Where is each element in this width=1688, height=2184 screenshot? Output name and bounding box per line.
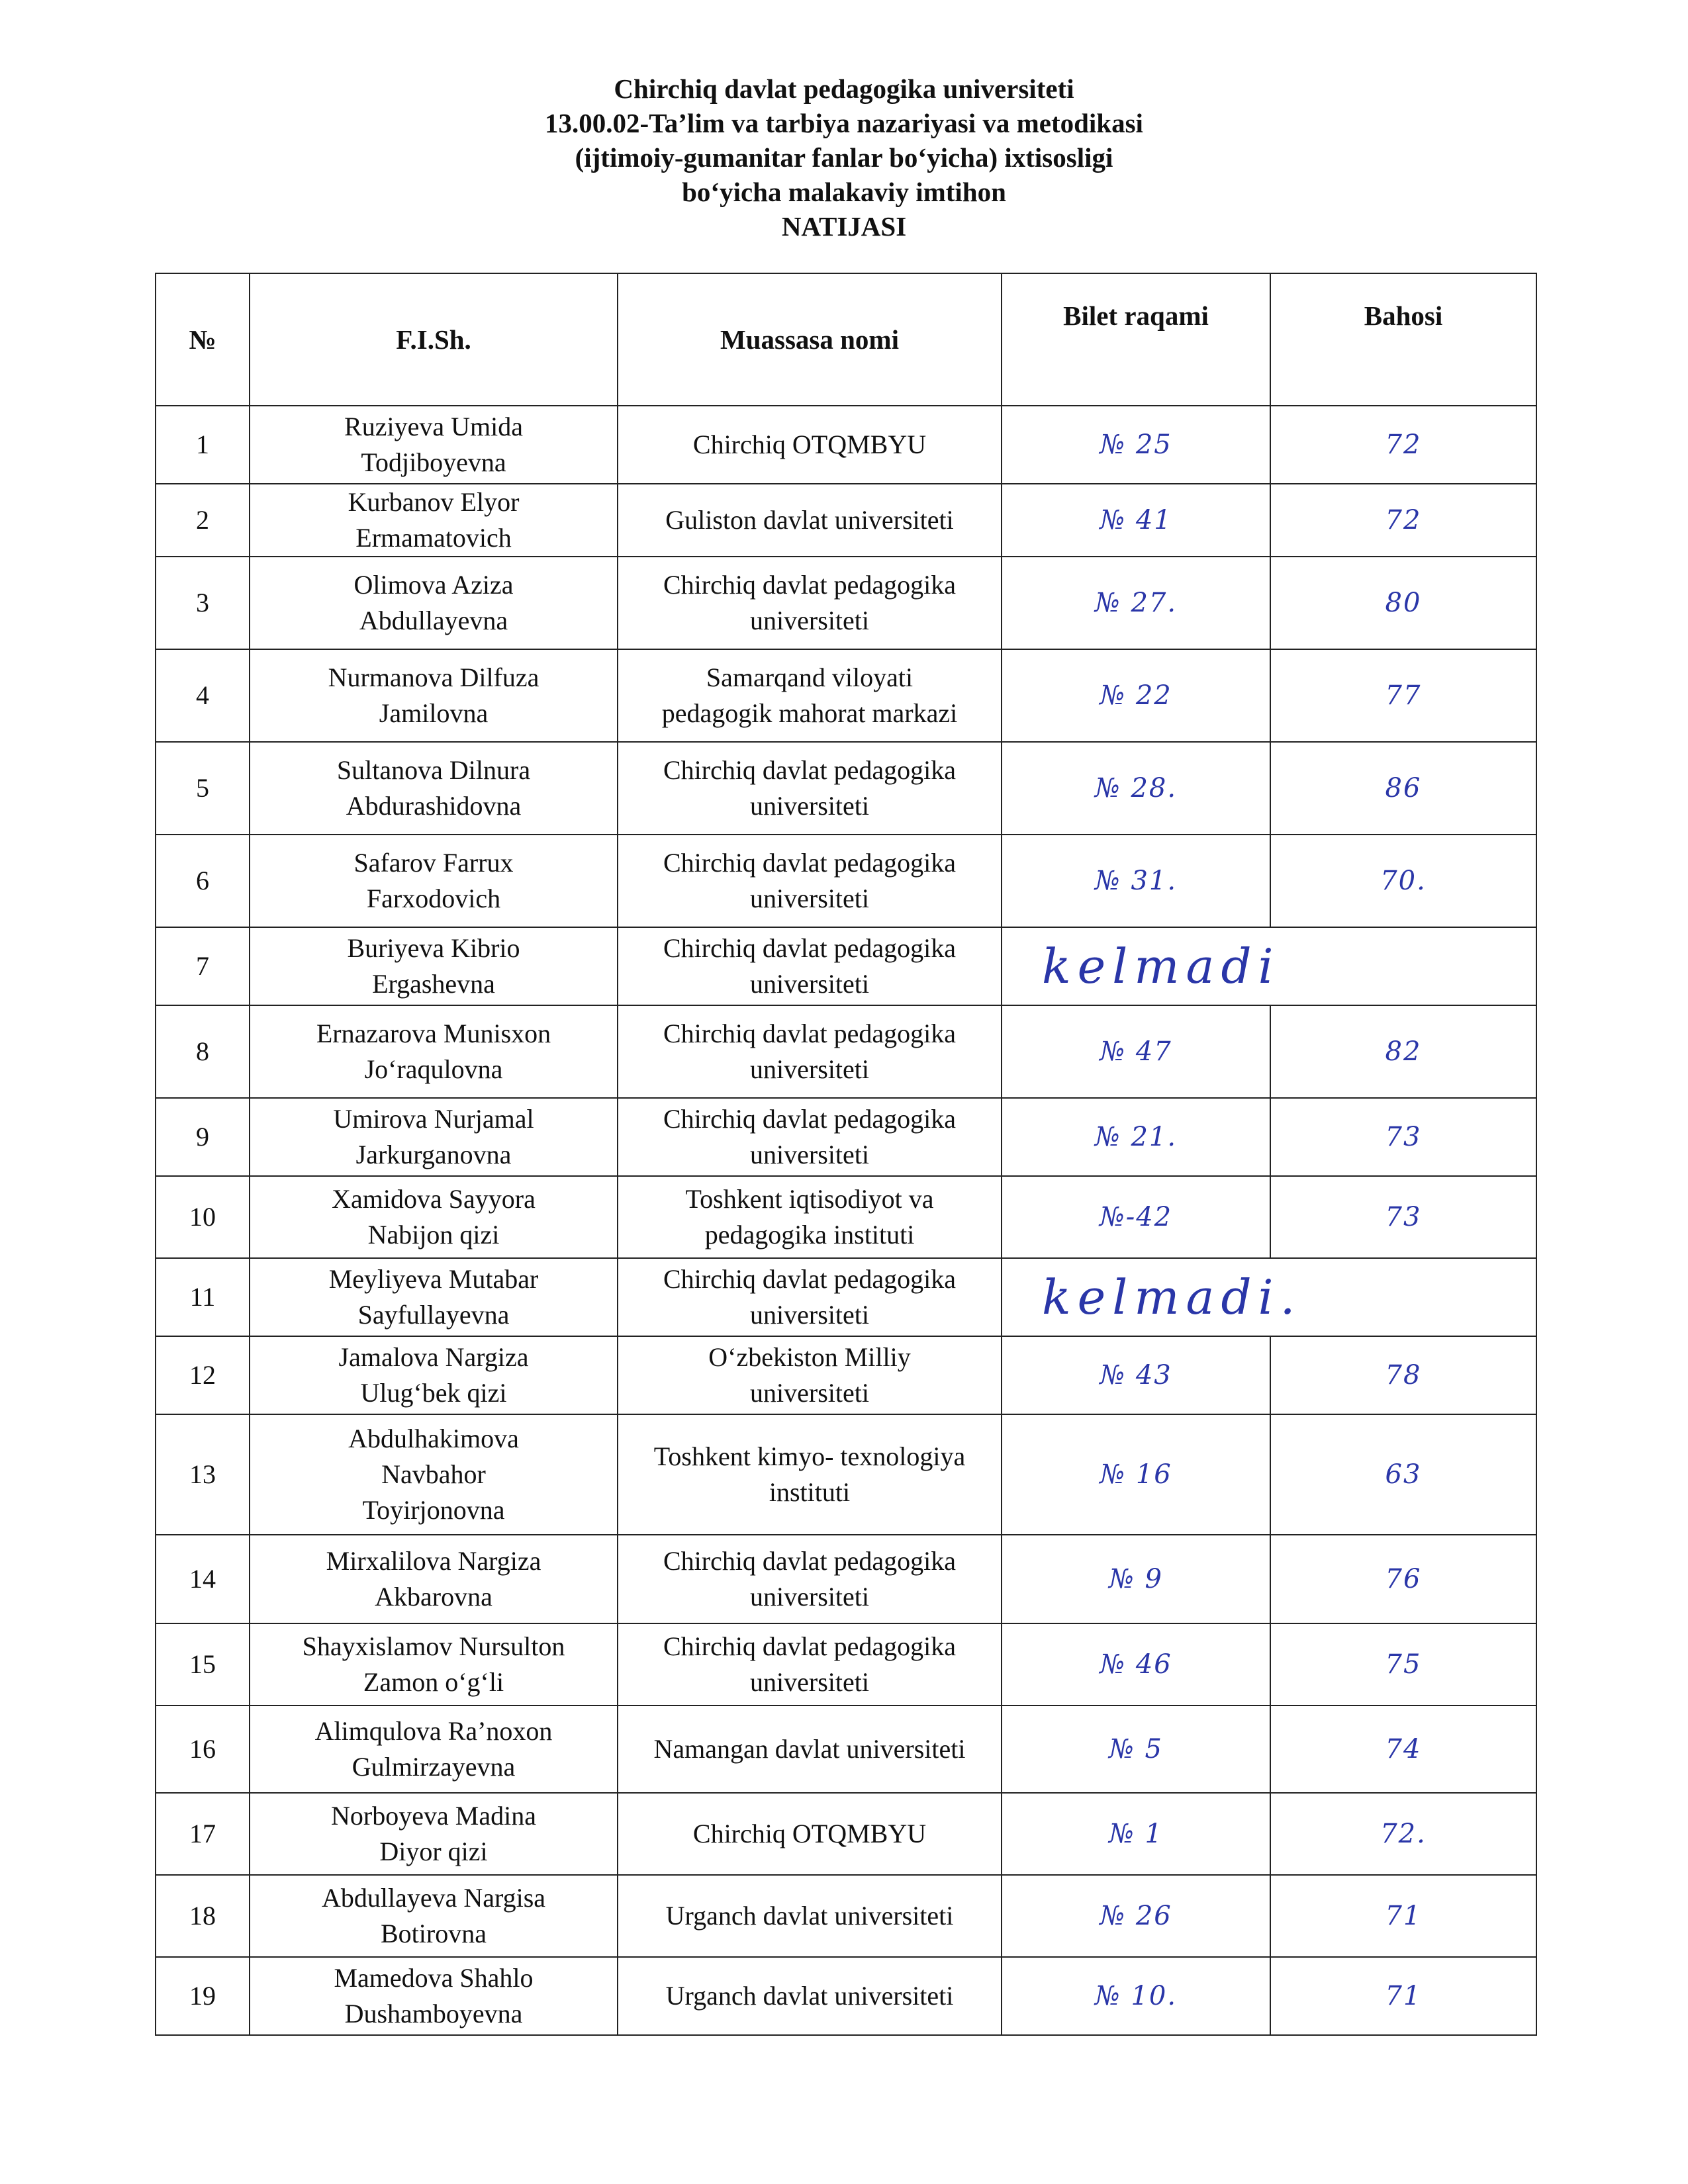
- row-number-text: 11: [189, 1282, 216, 1312]
- row-number-text: 5: [196, 773, 209, 803]
- row-number-text: 13: [189, 1459, 216, 1489]
- grade-handwritten: 73: [1385, 1202, 1422, 1232]
- student-name-line: Jamilovna: [379, 698, 489, 728]
- institution-line: universiteti: [750, 606, 869, 635]
- ticket-handwritten: № 1: [1108, 1819, 1163, 1849]
- student-name: [250, 406, 618, 484]
- institution-name: [618, 1098, 1002, 1176]
- student-name-line: Ulug‘bek qizi: [360, 1378, 507, 1408]
- table-row: [156, 406, 1536, 484]
- row-number: [156, 1793, 250, 1875]
- ticket-handwritten: № 31.: [1094, 866, 1178, 896]
- institution-line: O‘zbekiston Milliy: [708, 1342, 911, 1372]
- col-header-institution: Muassasa nomi: [618, 273, 1002, 406]
- student-name-line: Buriyeva Kibrio: [347, 933, 520, 963]
- table-row: [156, 1875, 1536, 1957]
- institution-name: [618, 835, 1002, 927]
- ticket-number: [1002, 1336, 1270, 1414]
- institution-line: Urganch davlat universiteti: [665, 1981, 954, 2011]
- student-name: [250, 1414, 618, 1535]
- table-row: [156, 484, 1536, 557]
- col-header-number: №: [156, 273, 250, 406]
- student-name-line: Mamedova Shahlo: [334, 1963, 534, 1993]
- ticket-handwritten: kelmadi.: [1042, 1269, 1302, 1325]
- institution-name: [618, 406, 1002, 484]
- grade: [1270, 1336, 1536, 1414]
- student-name-line: Akbarovna: [375, 1582, 492, 1612]
- student-name-line: Gulmirzayevna: [352, 1752, 516, 1782]
- header-line-5: NATIJASI: [781, 211, 907, 242]
- institution-name: [618, 1258, 1002, 1336]
- institution-line: universiteti: [750, 1300, 869, 1330]
- ticket-number: [1002, 1258, 1536, 1336]
- institution-name: [618, 1793, 1002, 1875]
- grade: [1270, 1098, 1536, 1176]
- row-number-text: 16: [189, 1734, 216, 1764]
- student-name: [250, 484, 618, 557]
- ticket-number: [1002, 649, 1270, 742]
- student-name-line: Abdulhakimova: [348, 1424, 519, 1453]
- header-line-3: (ijtimoiy-gumanitar fanlar bo‘yicha) ixtisosligi: [575, 142, 1113, 173]
- row-number-text: 3: [196, 588, 209, 617]
- student-name-line: Abdullayevna: [359, 606, 508, 635]
- institution-line: Toshkent kimyo- texnologiya: [653, 1441, 966, 1471]
- ticket-handwritten: № 41: [1100, 505, 1172, 535]
- table-row: [156, 742, 1536, 835]
- institution-name: [618, 1336, 1002, 1414]
- student-name: [250, 1535, 618, 1623]
- student-name-line: Zamon o‘g‘li: [363, 1667, 504, 1697]
- institution-line: Chirchiq OTQMBYU: [692, 1819, 927, 1848]
- grade: [1270, 1706, 1536, 1793]
- row-number: [156, 742, 250, 835]
- grade: [1270, 484, 1536, 557]
- student-name-line: Jo‘raqulovna: [364, 1054, 503, 1084]
- student-name-line: Nabijon qizi: [367, 1220, 500, 1250]
- ticket-number: [1002, 1098, 1270, 1176]
- row-number-text: 2: [196, 505, 209, 535]
- institution-line: Chirchiq davlat pedagogika: [663, 1104, 957, 1134]
- ticket-number: [1002, 1176, 1270, 1258]
- student-name-line: Olimova Aziza: [353, 570, 514, 600]
- institution-name: [618, 557, 1002, 649]
- ticket-number: [1002, 557, 1270, 649]
- institution-line: Chirchiq davlat pedagogika: [663, 755, 957, 785]
- row-number: [156, 406, 250, 484]
- student-name-line: Diyor qizi: [379, 1837, 488, 1866]
- grade: [1270, 1623, 1536, 1706]
- institution-line: universiteti: [750, 1378, 869, 1408]
- grade: [1270, 406, 1536, 484]
- ticket-handwritten: № 22: [1100, 680, 1172, 711]
- ticket-handwritten: № 43: [1100, 1360, 1172, 1390]
- row-number: [156, 557, 250, 649]
- row-number: [156, 927, 250, 1005]
- ticket-handwritten: № 21.: [1094, 1122, 1178, 1152]
- grade: [1270, 1793, 1536, 1875]
- grade: [1270, 742, 1536, 835]
- row-number: [156, 1535, 250, 1623]
- row-number-text: 1: [196, 430, 209, 459]
- grade-handwritten: 86: [1385, 773, 1422, 803]
- ticket-handwritten: kelmadi: [1042, 938, 1280, 994]
- ticket-handwritten: № 47: [1100, 1036, 1172, 1067]
- row-number: [156, 484, 250, 557]
- ticket-number: [1002, 406, 1270, 484]
- ticket-number: [1002, 927, 1536, 1005]
- student-name-line: Kurbanov Elyor: [348, 487, 520, 517]
- row-number: [156, 1258, 250, 1336]
- student-name-line: Norboyeva Madina: [331, 1801, 536, 1831]
- grade: [1270, 557, 1536, 649]
- student-name-line: Botirovna: [381, 1919, 487, 1948]
- table-body: [156, 406, 1536, 2035]
- row-number: [156, 1176, 250, 1258]
- student-name: [250, 1005, 618, 1098]
- grade-handwritten: 70.: [1380, 866, 1427, 896]
- institution-line: universiteti: [750, 1140, 869, 1169]
- student-name-line: Ernazarova Munisxon: [316, 1019, 551, 1048]
- grade-handwritten: 72: [1385, 505, 1422, 535]
- ticket-handwritten: № 27.: [1094, 588, 1178, 618]
- institution-line: Chirchiq davlat pedagogika: [663, 1546, 957, 1576]
- student-name: [250, 1706, 618, 1793]
- header-line-1: Chirchiq davlat pedagogika universiteti: [614, 73, 1074, 104]
- table-row: [156, 1706, 1536, 1793]
- institution-name: [618, 1005, 1002, 1098]
- results-table: [155, 273, 1537, 2036]
- institution-line: Chirchiq OTQMBYU: [692, 430, 927, 459]
- grade-handwritten: 71: [1385, 1981, 1422, 2011]
- table-header-row: [156, 273, 1536, 406]
- header-line-2: 13.00.02-Ta’lim va tarbiya nazariyasi va metodikasi: [545, 108, 1143, 138]
- institution-line: pedagogik mahorat markazi: [661, 698, 958, 728]
- student-name-line: Ermamatovich: [355, 523, 512, 553]
- grade: [1270, 649, 1536, 742]
- student-name-line: Nurmanova Dilfuza: [328, 662, 539, 692]
- table-row: [156, 835, 1536, 927]
- institution-name: [618, 742, 1002, 835]
- grade-handwritten: 78: [1385, 1360, 1422, 1390]
- institution-line: Guliston davlat universiteti: [665, 505, 954, 535]
- institution-name: [618, 1176, 1002, 1258]
- col-header-grade: Bahosi: [1270, 273, 1536, 406]
- col-header-ticket: Bilet raqami: [1002, 273, 1270, 406]
- row-number-text: 10: [189, 1202, 216, 1232]
- ticket-number: [1002, 1535, 1270, 1623]
- institution-line: Chirchiq davlat pedagogika: [663, 1264, 957, 1294]
- student-name: [250, 1875, 618, 1957]
- grade-handwritten: 80: [1385, 588, 1422, 618]
- row-number-text: 14: [189, 1564, 216, 1594]
- institution-name: [618, 927, 1002, 1005]
- row-number: [156, 1005, 250, 1098]
- table-row: [156, 1623, 1536, 1706]
- institution-line: Chirchiq davlat pedagogika: [663, 1019, 957, 1048]
- student-name-line: Sultanova Dilnura: [336, 755, 531, 785]
- grade-handwritten: 72.: [1380, 1819, 1427, 1849]
- ticket-handwritten: № 9: [1108, 1564, 1163, 1594]
- row-number-text: 9: [196, 1122, 209, 1152]
- institution-line: Toshkent iqtisodiyot va: [685, 1184, 934, 1214]
- institution-line: Chirchiq davlat pedagogika: [663, 570, 957, 600]
- grade-handwritten: 75: [1385, 1649, 1422, 1680]
- ticket-number: [1002, 1005, 1270, 1098]
- header-line-4: bo‘yicha malakaviy imtihon: [682, 177, 1006, 207]
- ticket-handwritten: № 5: [1108, 1734, 1163, 1764]
- ticket-number: [1002, 1706, 1270, 1793]
- row-number-text: 4: [196, 680, 209, 710]
- table-row: [156, 1336, 1536, 1414]
- student-name-line: Todjiboyevna: [361, 447, 506, 477]
- grade: [1270, 1957, 1536, 2035]
- student-name-line: Jamalova Nargiza: [338, 1342, 529, 1372]
- row-number-text: 17: [189, 1819, 216, 1848]
- institution-line: universiteti: [750, 791, 869, 821]
- row-number-text: 15: [189, 1649, 216, 1679]
- student-name: [250, 557, 618, 649]
- institution-name: [618, 1957, 1002, 2035]
- institution-line: universiteti: [750, 884, 869, 913]
- ticket-handwritten: №-42: [1099, 1202, 1173, 1232]
- institution-line: pedagogika instituti: [704, 1220, 915, 1250]
- table-row: [156, 927, 1536, 1005]
- row-number: [156, 1414, 250, 1535]
- ticket-number: [1002, 484, 1270, 557]
- grade-handwritten: 82: [1385, 1036, 1422, 1067]
- institution-line: universiteti: [750, 969, 869, 999]
- ticket-number: [1002, 1414, 1270, 1535]
- row-number-text: 19: [189, 1981, 216, 2011]
- ticket-handwritten: № 10.: [1094, 1981, 1178, 2011]
- ticket-handwritten: № 26: [1100, 1901, 1172, 1931]
- student-name: [250, 835, 618, 927]
- student-name-line: Umirova Nurjamal: [333, 1104, 534, 1134]
- student-name-line: Farxodovich: [366, 884, 501, 913]
- student-name: [250, 1258, 618, 1336]
- table-row: [156, 1176, 1536, 1258]
- institution-name: [618, 649, 1002, 742]
- grade: [1270, 835, 1536, 927]
- row-number-text: 12: [189, 1360, 216, 1390]
- grade-handwritten: 74: [1385, 1734, 1422, 1764]
- row-number: [156, 1957, 250, 2035]
- table-row: [156, 1414, 1536, 1535]
- row-number-text: 6: [196, 866, 209, 895]
- student-name-line: Safarov Farrux: [353, 848, 514, 878]
- grade-handwritten: 73: [1385, 1122, 1422, 1152]
- student-name-line: Mirxalilova Nargiza: [326, 1546, 541, 1576]
- grade-handwritten: 72: [1385, 430, 1422, 460]
- institution-line: instituti: [769, 1477, 851, 1507]
- student-name-line: Abdurashidovna: [346, 791, 522, 821]
- table-row: [156, 557, 1536, 649]
- row-number-text: 8: [196, 1036, 209, 1066]
- student-name-line: Ergashevna: [372, 969, 495, 999]
- student-name: [250, 1957, 618, 2035]
- student-name-line: Meyliyeva Mutabar: [328, 1264, 539, 1294]
- row-number: [156, 835, 250, 927]
- institution-line: Chirchiq davlat pedagogika: [663, 1631, 957, 1661]
- institution-line: Chirchiq davlat pedagogika: [663, 848, 957, 878]
- grade: [1270, 1535, 1536, 1623]
- student-name-line: Shayxislamov Nursulton: [302, 1631, 565, 1661]
- row-number-text: 18: [189, 1901, 216, 1931]
- table-row: [156, 1793, 1536, 1875]
- student-name-line: Sayfullayevna: [357, 1300, 510, 1330]
- institution-name: [618, 1706, 1002, 1793]
- grade-handwritten: 71: [1385, 1901, 1422, 1931]
- student-name: [250, 1623, 618, 1706]
- table-row: [156, 1098, 1536, 1176]
- row-number: [156, 649, 250, 742]
- institution-name: [618, 1875, 1002, 1957]
- grade: [1270, 1176, 1536, 1258]
- ticket-number: [1002, 835, 1270, 927]
- institution-line: universiteti: [750, 1582, 869, 1612]
- student-name-line: Xamidova Sayyora: [332, 1184, 536, 1214]
- ticket-handwritten: № 16: [1100, 1459, 1172, 1490]
- table-row: [156, 1005, 1536, 1098]
- ticket-number: [1002, 1957, 1270, 2035]
- ticket-handwritten: № 46: [1100, 1649, 1172, 1680]
- table-row: [156, 1258, 1536, 1336]
- row-number: [156, 1706, 250, 1793]
- student-name-line: Alimqulova Ra’noxon: [314, 1716, 553, 1746]
- student-name: [250, 649, 618, 742]
- ticket-handwritten: № 28.: [1094, 773, 1178, 803]
- row-number: [156, 1336, 250, 1414]
- institution-line: universiteti: [750, 1054, 869, 1084]
- institution-name: [618, 1535, 1002, 1623]
- row-number: [156, 1875, 250, 1957]
- grade: [1270, 1005, 1536, 1098]
- col-header-name: F.I.Sh.: [250, 273, 618, 406]
- table-row: [156, 1535, 1536, 1623]
- row-number: [156, 1623, 250, 1706]
- institution-line: Samarqand viloyati: [706, 662, 914, 692]
- row-number: [156, 1098, 250, 1176]
- institution-name: [618, 1414, 1002, 1535]
- grade-handwritten: 77: [1385, 680, 1422, 711]
- institution-line: Chirchiq davlat pedagogika: [663, 933, 957, 963]
- grade-handwritten: 76: [1385, 1564, 1422, 1594]
- student-name-line: Toyirjonovna: [362, 1495, 505, 1525]
- institution-name: [618, 1623, 1002, 1706]
- ticket-number: [1002, 1623, 1270, 1706]
- student-name-line: Abdullayeva Nargisa: [321, 1883, 546, 1913]
- row-number-text: 7: [196, 951, 209, 981]
- student-name-line: Ruziyeva Umida: [344, 412, 523, 441]
- student-name: [250, 1793, 618, 1875]
- table-row: [156, 649, 1536, 742]
- ticket-number: [1002, 1793, 1270, 1875]
- student-name: [250, 1098, 618, 1176]
- table-row: [156, 1957, 1536, 2035]
- ticket-number: [1002, 1875, 1270, 1957]
- document-header: [0, 71, 1688, 244]
- student-name-line: Jarkurganovna: [355, 1140, 512, 1169]
- ticket-handwritten: № 25: [1100, 430, 1172, 460]
- grade: [1270, 1875, 1536, 1957]
- institution-line: Namangan davlat universiteti: [653, 1734, 966, 1764]
- institution-name: [618, 484, 1002, 557]
- grade: [1270, 1414, 1536, 1535]
- student-name: [250, 1336, 618, 1414]
- student-name: [250, 927, 618, 1005]
- student-name: [250, 1176, 618, 1258]
- student-name-line: Dushamboyevna: [344, 1999, 523, 2028]
- institution-line: Urganch davlat universiteti: [665, 1901, 954, 1931]
- student-name: [250, 742, 618, 835]
- ticket-number: [1002, 742, 1270, 835]
- student-name-line: Navbahor: [381, 1459, 486, 1489]
- institution-line: universiteti: [750, 1667, 869, 1697]
- grade-handwritten: 63: [1385, 1459, 1422, 1490]
